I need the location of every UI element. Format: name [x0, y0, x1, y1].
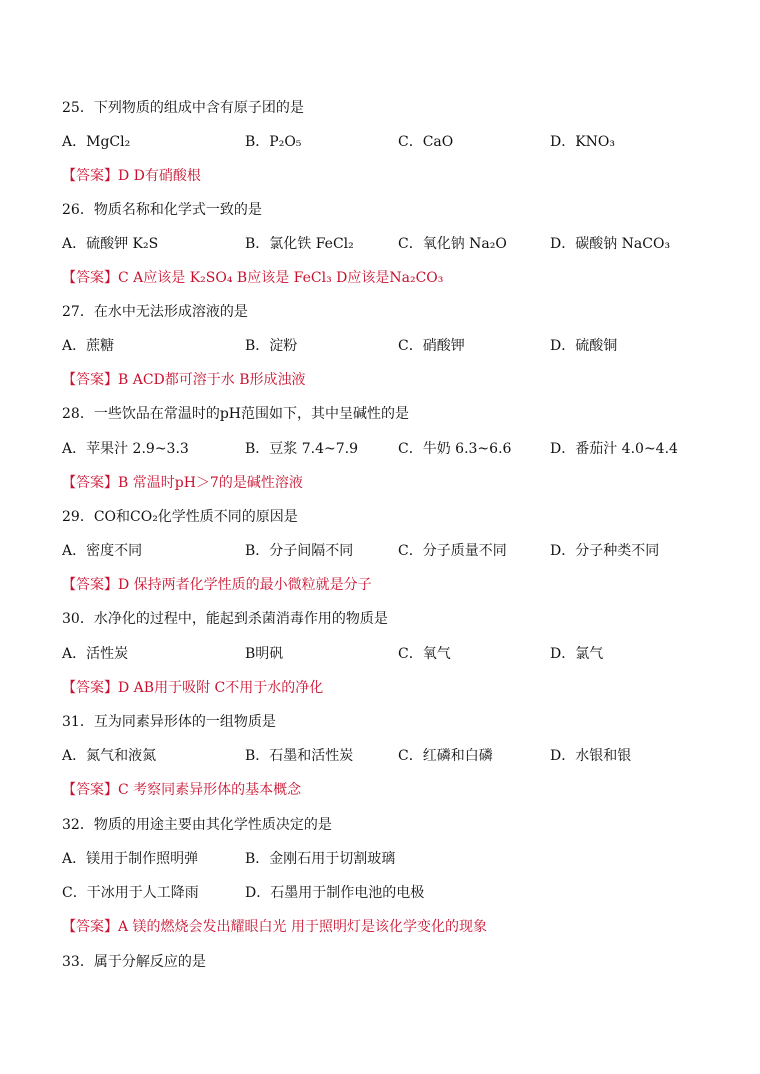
option-c: C．红磷和白磷 — [398, 748, 493, 764]
question-26-answer: 【答案】C A应该是 K₂SO₄ B应该是 FeCl₃ D应该是Na₂CO₃ — [62, 270, 444, 286]
question-25-stem: 25．下列物质的组成中含有原子团的是 — [62, 100, 304, 116]
option-c: C．分子质量不同 — [398, 543, 507, 559]
question-26-options — [62, 234, 702, 254]
question-25-answer: 【答案】D D有硝酸根 — [62, 168, 201, 184]
option-a: A．蔗糖 — [62, 338, 115, 354]
option-b: B．分子间隔不同 — [245, 543, 354, 559]
option-d: D．KNO₃ — [550, 134, 616, 150]
question-32-options-row1 — [62, 849, 702, 869]
option-d: D．番茄汁 4.0~4.4 — [550, 441, 678, 457]
question-31-answer: 【答案】C 考察同素异形体的基本概念 — [62, 782, 302, 798]
question-32-stem: 32．物质的用途主要由其化学性质决定的是 — [62, 817, 332, 833]
question-31-options — [62, 746, 702, 766]
option-a: A．镁用于制作照明弹 — [62, 851, 199, 867]
option-a: A．苹果汁 2.9~3.3 — [62, 441, 189, 457]
question-28-options — [62, 439, 702, 459]
option-c: C．硝酸钾 — [398, 338, 465, 354]
question-31-stem: 31．互为同素异形体的一组物质是 — [62, 714, 276, 730]
option-c: C．氧化钠 Na₂O — [398, 236, 507, 252]
option-b: B．石墨和活性炭 — [245, 748, 354, 764]
option-c: C．干冰用于人工降雨 — [62, 885, 199, 901]
option-a: A．密度不同 — [62, 543, 143, 559]
option-b: B．氯化铁 FeCl₂ — [245, 236, 354, 252]
option-a: A．氮气和液氮 — [62, 748, 157, 764]
option-b: B．金刚石用于切割玻璃 — [245, 851, 396, 867]
question-29-answer: 【答案】D 保持两者化学性质的最小微粒就是分子 — [62, 577, 372, 593]
option-b: B．豆浆 7.4~7.9 — [245, 441, 358, 457]
question-29-options — [62, 541, 702, 561]
question-29-stem: 29．CO和CO₂化学性质不同的原因是 — [62, 509, 298, 525]
option-a: A．活性炭 — [62, 646, 129, 662]
question-30-options — [62, 644, 702, 664]
question-28-answer: 【答案】B 常温时pH＞7的是碱性溶液 — [62, 475, 303, 491]
question-27-answer: 【答案】B ACD都可溶于水 B形成浊液 — [62, 372, 306, 388]
option-d: D．硫酸铜 — [550, 338, 618, 354]
question-28-stem: 28．一些饮品在常温时的pH范围如下，其中呈碱性的是 — [62, 406, 409, 422]
option-d: D．水银和银 — [550, 748, 632, 764]
option-d: D．碳酸钠 NaCO₃ — [550, 236, 671, 252]
option-b: B．P₂O₅ — [245, 134, 302, 150]
question-30-answer: 【答案】D AB用于吸附 C不用于水的净化 — [62, 680, 324, 696]
option-d: D．石墨用于制作电池的电极 — [245, 885, 425, 901]
question-32-options-row2 — [62, 883, 702, 903]
option-d: D．分子种类不同 — [550, 543, 660, 559]
option-a: A．硫酸钾 K₂S — [62, 236, 159, 252]
question-32-answer: 【答案】A 镁的燃烧会发出耀眼白光 用于照明灯是该化学变化的现象 — [62, 919, 488, 935]
option-d: D．氯气 — [550, 646, 604, 662]
option-c: C．牛奶 6.3~6.6 — [398, 441, 512, 457]
question-27-options — [62, 336, 702, 356]
question-30-stem: 30．水净化的过程中，能起到杀菌消毒作用的物质是 — [62, 611, 388, 627]
option-b: B．淀粉 — [245, 338, 298, 354]
question-27-stem: 27．在水中无法形成溶液的是 — [62, 304, 248, 320]
question-25-options — [62, 132, 702, 152]
option-b: B明矾 — [245, 646, 284, 662]
option-c: C．CaO — [398, 134, 454, 150]
option-a: A．MgCl₂ — [62, 134, 131, 150]
question-26-stem: 26．物质名称和化学式一致的是 — [62, 202, 262, 218]
question-33-stem: 33．属于分解反应的是 — [62, 954, 206, 970]
option-c: C．氧气 — [398, 646, 451, 662]
